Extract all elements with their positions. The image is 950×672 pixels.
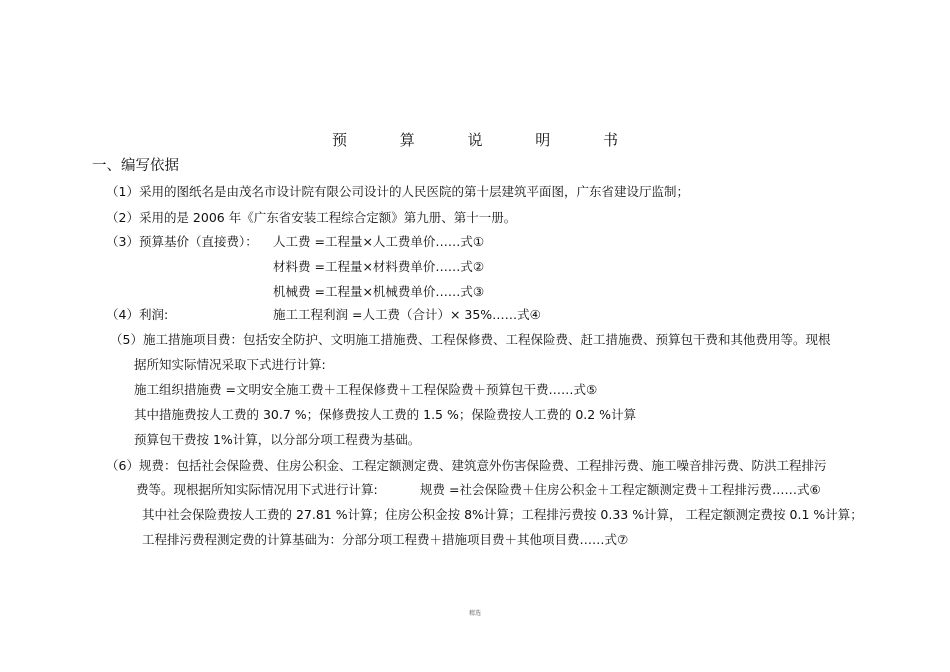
item-5-line-2: 据所知实际情况采取下式进行计算:	[134, 357, 326, 372]
item-5-lump-sum: 预算包干费按 1%计算，以分部分项工程费为基础。	[134, 432, 421, 447]
item-5-line-1: （5）施工措施项目费：包括安全防护、文明施工措施费、工程保修费、工程保险费、赶工措施费、预算包干费和其他费用等。现根	[110, 332, 831, 347]
item-6-base: 工程排污费程测定费的计算基础为：分部分项工程费＋措施项目费＋其他项目费……式⑦	[142, 532, 629, 547]
section-heading-basis: 一、编写依据	[92, 158, 179, 174]
item-3-label: （3）预算基价（直接费）：	[106, 234, 258, 249]
formula-machine-cost: 机械费 =工程量×机械费单价……式③	[273, 284, 485, 299]
formula-measures-fee: 施工组织措施费 =文明安全施工费＋工程保修费＋工程保险费＋预算包干费……式⑤	[134, 382, 598, 397]
page-footer: 精选	[468, 610, 481, 617]
item-6-line-2: 费等。现根据所知实际情况用下式进行计算:	[136, 482, 378, 497]
item-6-line-1: （6）规费：包括社会保险费、住房公积金、工程定额测定费、建筑意外伤害保险费、工程排污费、施工噪音排污费、防洪工程排污	[106, 458, 827, 473]
item-4-label: （4）利润:	[106, 307, 169, 322]
item-1-drawings: （1）采用的图纸名是由茂名市设计院有限公司设计的人民医院的第十层建筑平面图，广东省建设厅监制；	[106, 184, 689, 199]
formula-labor-cost: 人工费 =工程量×人工费单价……式①	[273, 234, 485, 249]
item-2-quota: （2）采用的是 2006 年《广东省安装工程综合定额》第九册、第十一册。	[106, 210, 517, 225]
item-6-rates: 其中社会保险费按人工费的 27.81 %计算；住房公积金按 8%计算；工程排污费按 0.33 %计算， 工程定额测定费按 0.1 %计算；	[142, 507, 863, 522]
document-title: 预 算 说 明 书	[331, 131, 643, 149]
formula-fees: 规费 =社会保险费＋住房公积金＋工程定额测定费＋工程排污费……式⑥	[420, 482, 821, 497]
formula-profit: 施工工程利润 =人工费（合计）× 35%……式④	[273, 307, 541, 322]
formula-material-cost: 材料费 =工程量×材料费单价……式②	[273, 259, 485, 274]
item-5-rates: 其中措施费按人工费的 30.7 %；保修费按人工费的 1.5 %；保险费按人工费的 0.2 %计算	[134, 407, 637, 422]
